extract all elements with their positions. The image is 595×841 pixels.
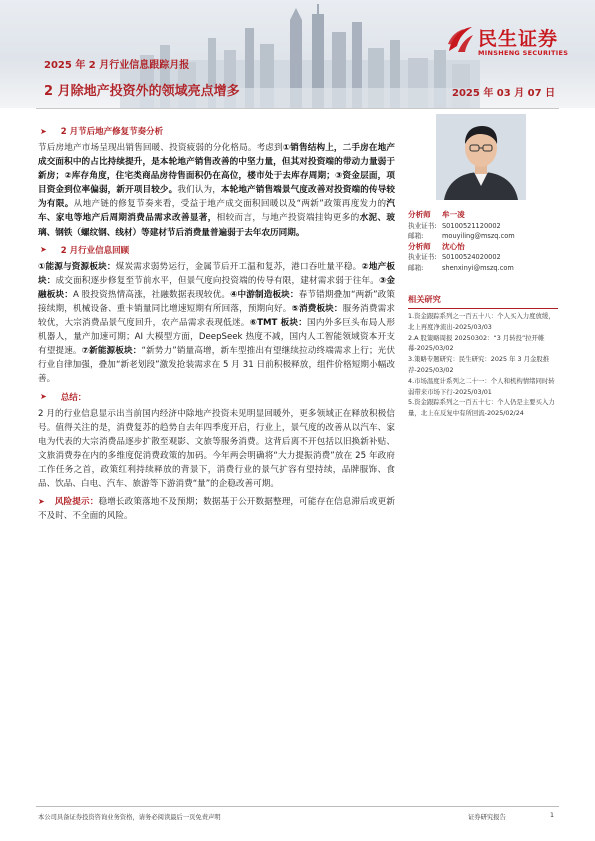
logo-text-cn: 民生证券: [478, 28, 559, 50]
logo-text-en: MINSHENG SECURITIES: [478, 49, 569, 57]
header-divider: [36, 108, 559, 109]
main-content: [38, 125, 395, 527]
related-research-item[interactable]: 1.资金跟踪系列之一百五十八：个人买入力度放缓，北上再度净流出-2025/03/03: [408, 312, 555, 331]
related-research-item[interactable]: 4.市场温度计系列之二十一：个人和机构情绪同时转弱带来市场下行-2025/03/01: [408, 376, 555, 396]
bullet-arrow-icon: ➤: [40, 245, 47, 255]
related-research-item[interactable]: 3.策略专题研究：民生研究：2025 年 3 月金股推荐-2025/03/02: [408, 355, 550, 374]
analyst-cert-row: 执业证书: S0100521120002: [408, 221, 501, 230]
paragraph-industry-review: ①能源与资源板块：煤炭需求弱势运行，金属节后开工温和复苏，港口吞吐量平稳。②地产板块：成交面积逐步修复至节前水平，但景气度向投资端的传导有限，建材需求弱于往年。③金融板块：A 股投资热情高涨，社融数据表现较优。④中游制造板块：春节错期叠加“两新”政策接续期，机械设备、重卡销量同比增速短期有所回落，预期向好。⑤消费板块：服务消费需求较优，大宗消费品景气度回升，农产品需求表现低迷。⑥TMT 板块：国内外多巨头布局人形机器人，量产加速可期；AI 大模型方面，DeepSeek 热度不减，国内人工智能领域资本开支有望提速。⑦新能源板块：“新势力”销量高增，新车型推出有望继续拉动终端需求上行；光伏行业自律加强，叠加“新老划段”激发抢装需求在 5 月 31 日前积极释放，组件价格短期小幅改善。: [38, 261, 396, 385]
page-number: 1: [550, 812, 555, 819]
section-heading: [40, 391, 395, 403]
report-header: [0, 0, 595, 108]
analyst-email-row: 邮箱: shenxinyi@mszq.com: [408, 263, 514, 272]
section-title-text: 2 月行业信息回顾: [60, 245, 130, 256]
risk-warning: ➤ 风险提示：稳增长政策落地不及预期；数据基于公开数据整理，可能存在信息滞后或更新不及时、不全面的风险。: [38, 497, 395, 522]
paragraph-repair-analysis: 节后房地产市场呈现出销售回暖、投资疲弱的分化格局。考虑到①销售结构上，二手房在地产成交面积中的占比持续提升，是本轮地产销售改善的中坚力量，但其对投资端的带动力量弱于新房；②库存角度，住宅类商品房待售面积仍在高位，楼市处于去库存周期；③资金层面，项目资金到位率偏弱，新开项目较少。我们认为，本轮地产销售端景气度改善对投资端的传导较为有限。从地产链的修复节奏来看，受益于地产成交面积回暖以及“两新”政策再度发力的汽车、家电等地产后周期消费品需求改善显著，相较而言，与地产投资端挂钩更多的水泥、玻璃、钢铁（螺纹钢、线材）等建材节后消费量普遍弱于去年农历同期。: [38, 143, 395, 238]
analyst-photo: [436, 114, 526, 200]
analyst-row: 分析师 沈心怡: [408, 241, 465, 251]
footer-doc-type: 证券研究报告: [468, 814, 506, 821]
bullet-arrow-icon: ➤: [40, 392, 47, 401]
report-date: 2025 年 03 月 07 日: [452, 88, 556, 99]
analyst-row: 分析师 牟一凌: [408, 210, 465, 219]
analyst-email-row: 邮箱: mouyiling@mszq.com: [408, 232, 515, 241]
analyst-info: [408, 210, 558, 274]
section-title-text: 2 月节后地产修复节奏分析: [60, 127, 164, 137]
related-research-title: 相关研究: [408, 294, 558, 309]
section-heading: [40, 125, 395, 137]
bullet-arrow-icon: ➤: [38, 497, 45, 507]
minsheng-logo-mark-icon: [446, 24, 474, 54]
analyst-portrait-image: [436, 114, 526, 200]
minsheng-logo: [446, 22, 576, 62]
related-research-list: [408, 311, 558, 419]
footer-divider: [36, 806, 559, 807]
related-research-item[interactable]: 5.资金跟踪系列之一百五十七：个人仍是主要买入力量，北上在反复中有所回流-2025/02/24: [408, 398, 555, 418]
related-research-item[interactable]: 2.A 股策略周报 20250302：“3 月转投”拉开帷幕-2025/03/02: [408, 333, 545, 353]
analyst-cert-row: 执业证书: S0100524020002: [408, 253, 501, 262]
report-series: 2025 年 2 月行业信息跟踪月报: [44, 60, 190, 71]
report-title: 2 月除地产投资外的领域亮点增多: [44, 84, 240, 99]
bullet-arrow-icon: ➤: [40, 126, 47, 136]
section-heading: [40, 244, 395, 256]
paragraph-summary: 2 月的行业信息显示出当前国内经济中除地产投资未见明显回暖外，更多领域正在释放积极信号。值得关注的是，消费复苏的趋势自去年四季度开启，行业上，景气度的改善从以汽车、家电为代表的大宗消费品逐步扩散至观影、文旅等服务消费。这背后离不开包括以旧换新补贴、文旅消费券在内的多维度促消费政策的加码。今年两会明确将“大力提振消费”放在 25 年政府工作任务之首，政策红利持续释放的背景下，消费行业的景气扩容有望持续，品牌服饰、食品、饮品、白电、汽车、旅游等下游消费“量”的企稳改善可期。: [38, 408, 395, 489]
footer-disclaimer: 本公司具备证券投资咨询业务资格，请务必阅读最后一页免责声明: [38, 814, 221, 821]
section-title-text: 总结：: [60, 392, 87, 403]
